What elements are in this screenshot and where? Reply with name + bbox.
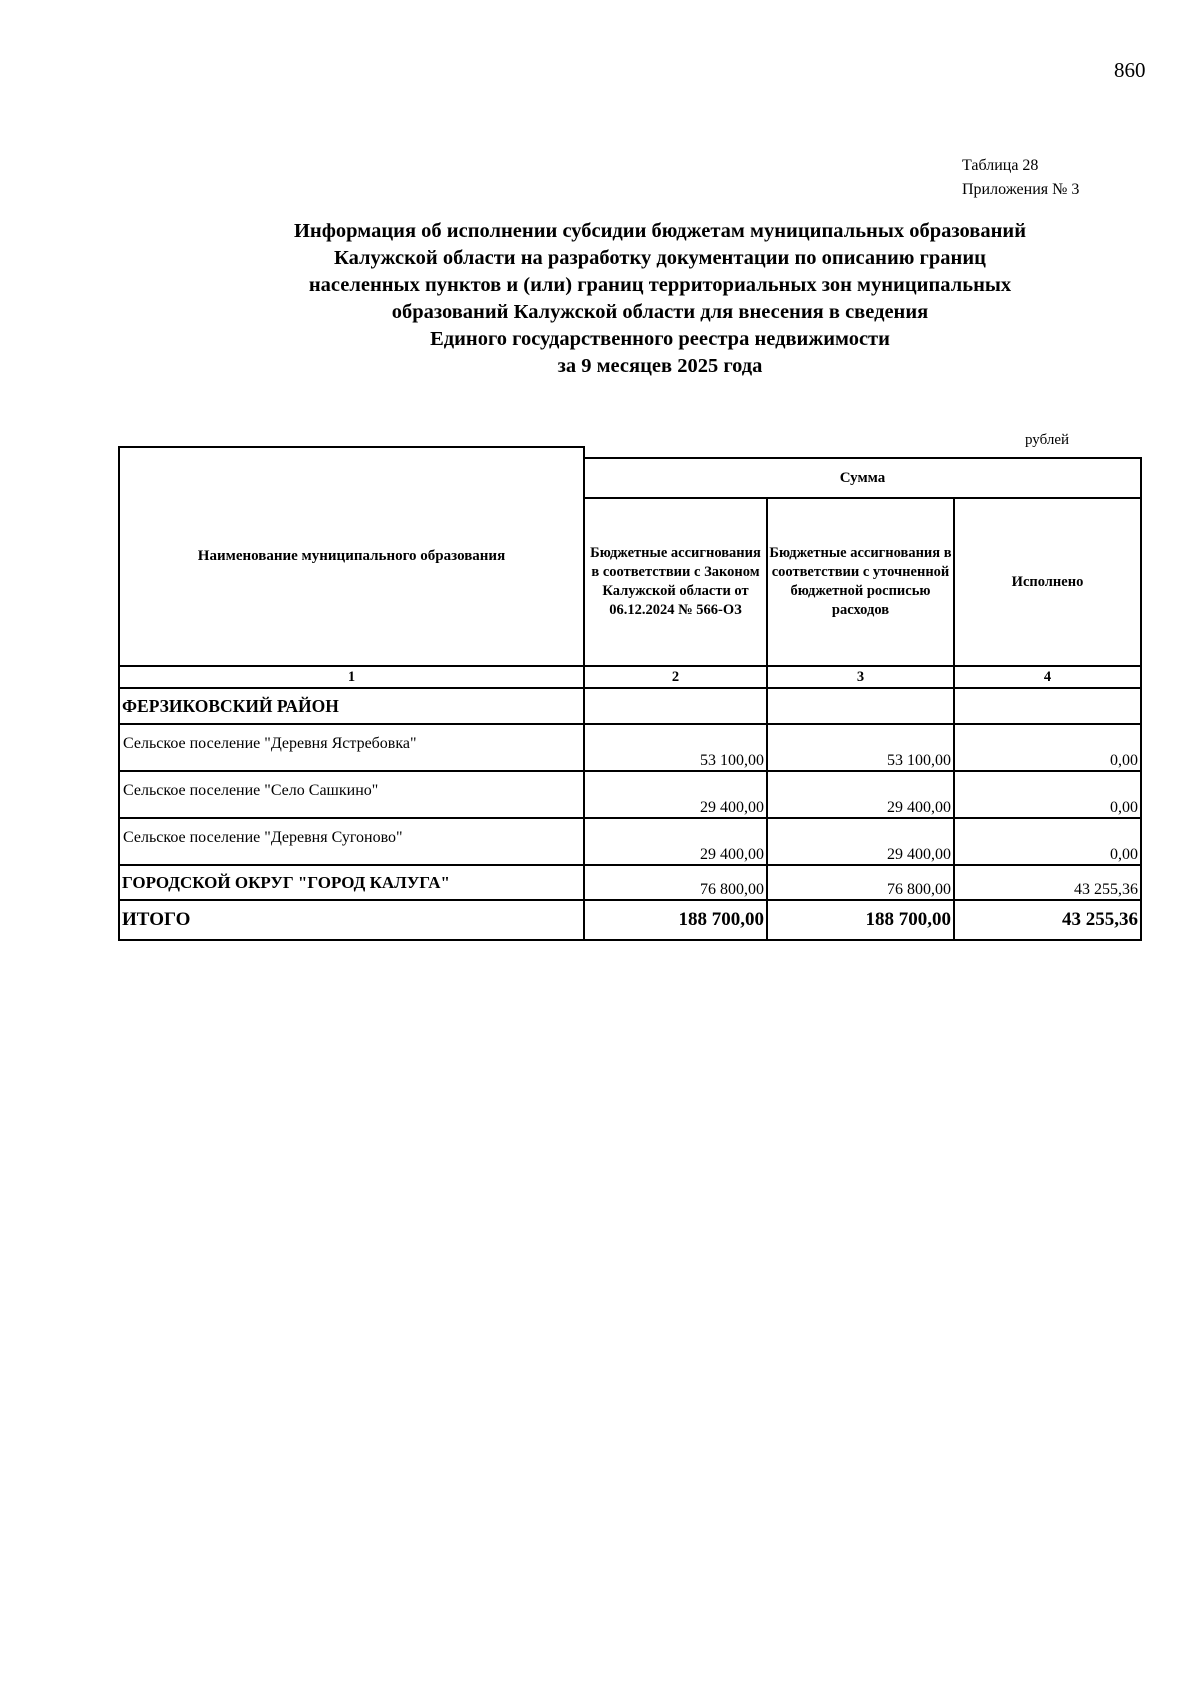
- executed-value: 0,00: [954, 724, 1141, 771]
- city-row: [119, 865, 1141, 900]
- law-allocation-value: 29 400,00: [584, 818, 767, 865]
- city-name: ГОРОДСКОЙ ОКРУГ "ГОРОД КАЛУГА": [119, 865, 584, 900]
- total-executed: 43 255,36: [954, 900, 1141, 940]
- header-sum: Сумма: [584, 458, 1141, 498]
- empty-cell: [584, 688, 767, 724]
- total-row: [119, 900, 1141, 940]
- table-reference: [962, 154, 1079, 202]
- document-title: [160, 218, 1160, 380]
- title-line: Единого государственного реестра недвижимости: [430, 328, 890, 350]
- table-row: [119, 818, 1141, 865]
- units-label: рублей: [1025, 432, 1070, 448]
- title-line: Калужской области на разработку документации по описанию границ: [334, 247, 986, 269]
- title-line: образований Калужской области для внесения в сведения: [391, 301, 929, 323]
- title-line: населенных пунктов и (или) границ территориальных зон муниципальных: [308, 274, 1012, 296]
- municipality-name: Сельское поселение "Деревня Сугоново": [119, 818, 584, 865]
- column-number: 4: [954, 666, 1141, 688]
- refined-allocation-value: 29 400,00: [767, 771, 954, 818]
- law-allocation-value: 76 800,00: [584, 865, 767, 900]
- column-number: 1: [119, 666, 584, 688]
- section-label: ФЕРЗИКОВСКИЙ РАЙОН: [119, 688, 584, 724]
- section-row: [119, 688, 1141, 724]
- law-allocation-value: 29 400,00: [584, 771, 767, 818]
- executed-value: 0,00: [954, 771, 1141, 818]
- subsidy-table: [118, 446, 1142, 941]
- header-law-allocations: Бюджетные ассигнования в соответствии с Законом Калужской области от 06.12.2024 № 566-ОЗ: [584, 498, 767, 666]
- title-line: Информация об исполнении субсидии бюджетам муниципальных образований: [293, 220, 1027, 242]
- column-numbers-row: [119, 666, 1141, 688]
- header-name-column: Наименование муниципального образования: [119, 447, 584, 666]
- column-number: 3: [767, 666, 954, 688]
- municipality-name: Сельское поселение "Село Сашкино": [119, 771, 584, 818]
- table-row: [119, 771, 1141, 818]
- total-law-allocation: 188 700,00: [584, 900, 767, 940]
- table-number: Таблица 28: [962, 157, 1039, 174]
- executed-value: 43 255,36: [954, 865, 1141, 900]
- header-spacer: [584, 447, 1141, 458]
- total-refined-allocation: 188 700,00: [767, 900, 954, 940]
- title-period: за 9 месяцев 2025 года: [557, 355, 763, 377]
- law-allocation-value: 53 100,00: [584, 724, 767, 771]
- total-label: ИТОГО: [119, 900, 584, 940]
- table-row: [119, 724, 1141, 771]
- header-refined-allocations: Бюджетные ассигнования в соответствии с уточненной бюджетной росписью расходов: [767, 498, 954, 666]
- column-number: 2: [584, 666, 767, 688]
- page-number: 860: [1114, 58, 1146, 82]
- refined-allocation-value: 53 100,00: [767, 724, 954, 771]
- refined-allocation-value: 29 400,00: [767, 818, 954, 865]
- refined-allocation-value: 76 800,00: [767, 865, 954, 900]
- empty-cell: [767, 688, 954, 724]
- executed-value: 0,00: [954, 818, 1141, 865]
- header-executed: Исполнено: [954, 498, 1141, 666]
- appendix-number: Приложения № 3: [962, 181, 1080, 198]
- empty-cell: [954, 688, 1141, 724]
- municipality-name: Сельское поселение "Деревня Ястребовка": [119, 724, 584, 771]
